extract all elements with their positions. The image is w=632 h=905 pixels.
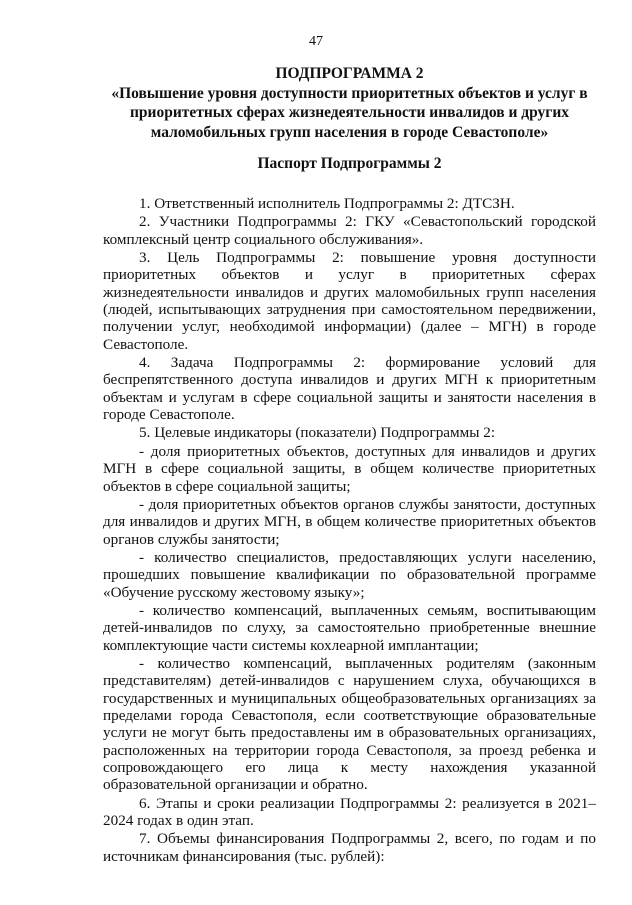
indicator-2: - доля приоритетных объектов органов службы занятости, доступных для инвалидов и других МГН, в общем количестве приоритетных объектов органов службы занятости; [103, 495, 596, 548]
indicator-3: - количество специалистов, предоставляющих услуги населению, прошедших повышение квалификации по образовательной программе «Обучение русскому жестовому языку»; [103, 548, 596, 601]
indicator-5: - количество компенсаций, выплаченных родителям (законным представителям) детей-инвалидов с нарушением слуха, обучающихся в государственных и муниципальных общеобразовательных организациях за пределами города Севастополя, если соответствующие образовательные услуги не могут быть предоставлены им в образовательных организациях, расположенных на территории города Севастополя, за проезд ребенка и сопровождающего его лица к месту нахождения указанной образовательной организации и обратно. [103, 654, 596, 794]
paragraph-6: 6. Этапы и сроки реализации Подпрограммы 2: реализуется в 2021–2024 годах в один этап. [103, 794, 596, 830]
subprogram-title-line1: ПОДПРОГРАММА 2 [275, 65, 424, 82]
page-number: 47 [309, 34, 323, 49]
passport-heading: Паспорт Подпрограммы 2 [257, 155, 442, 172]
paragraph-5: 5. Целевые индикаторы (показатели) Подпрограммы 2: [139, 424, 496, 442]
paragraph-4: 4. Задача Подпрограммы 2: формирование условий для беспрепятственного доступа инвалидов и других МГН к приоритетным объектам и услугам в сфере социальной защиты и занятости населения в городе Севастополе. [103, 354, 596, 424]
paragraph-3: 3. Цель Подпрограммы 2: повышение уровня доступности приоритетных объектов и услуг в приоритетных сферах жизнедеятельности инвалидов и других маломобильных групп населения (людей, испытывающих затруднения при самостоятельном передвижении, получении услуг, необходимой информации) (далее – МГН) в городе Севастополе. [103, 249, 596, 353]
subprogram-title-name: «Повышение уровня доступности приоритетных объектов и услуг в приоритетных сферах жизнедеятельности инвалидов и других маломобильных групп населения в городе Севастополе» [111, 84, 588, 141]
indicator-1: - доля приоритетных объектов, доступных для инвалидов и других МГН в сфере социальной защиты, в общем количестве приоритетных объектов в сфере социальной защиты; [103, 442, 596, 495]
passport-body [103, 194, 596, 865]
paragraph-7: 7. Объемы финансирования Подпрограммы 2, всего, по годам и по источникам финансирования (тыс. рублей): [103, 830, 596, 865]
paragraph-2: 2. Участники Подпрограммы 2: ГКУ «Севастопольский городской комплексный центр социального обслуживания». [103, 213, 596, 248]
paragraph-1: 1. Ответственный исполнитель Подпрограммы 2: ДТСЗН. [139, 195, 515, 212]
subprogram-title [103, 64, 596, 142]
indicator-4: - количество компенсаций, выплаченных семьям, воспитывающим детей-инвалидов по слуху, за самостоятельно приобретенные внешние комплектующие части системы кохлеарной имплантации; [103, 601, 596, 654]
